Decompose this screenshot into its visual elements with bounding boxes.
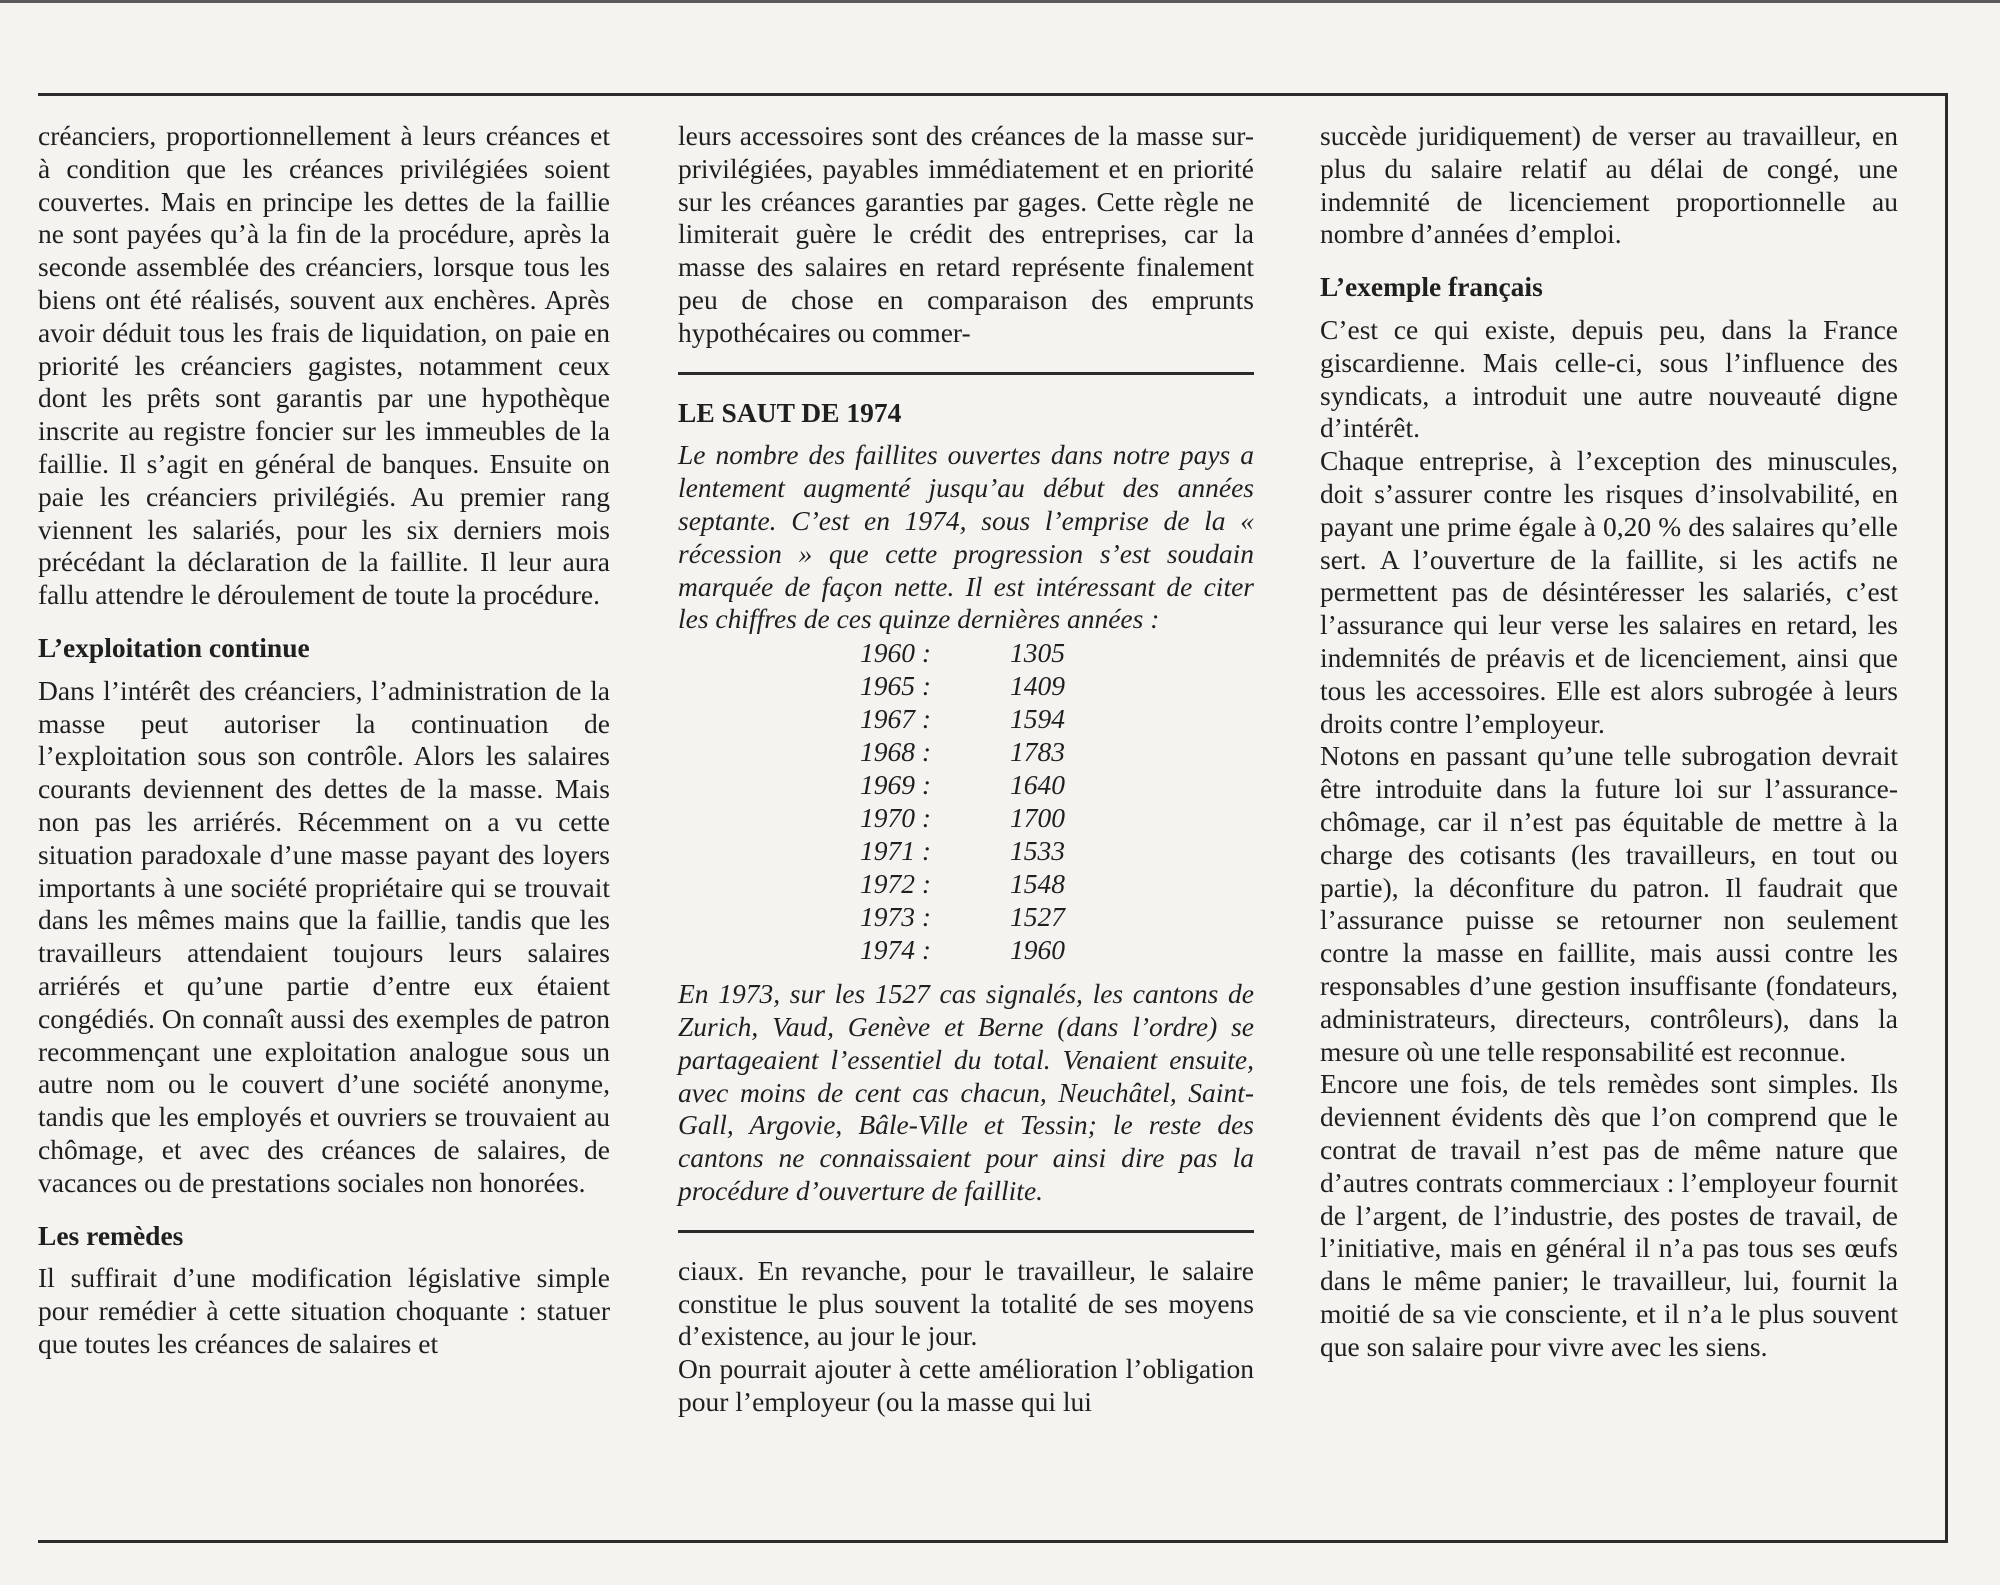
column-2 [678,120,1254,1419]
year-row [860,669,1254,702]
year-label: 1967 : [860,703,932,735]
year-label: 1960 : [860,637,932,669]
col1-paragraph-1: créanciers, proportionnellement à leurs créances et à condition que les créances privilégiées soient couvertes. Mais en principe les dettes de la faillie ne sont payées qu’à la fin de la procédure, après la seconde assemblée des créanciers, lorsque tous les biens ont été réalisés, souvent aux enchères. Après avoir déduit tous les frais de liquidation, on paie en priorité les créanciers gagistes, notamment ceux dont les prêts sont garantis par une hypothèque inscrite au registre foncier sur les immeubles de la faillie. Il s’agit en général de banques. Ensuite on paie les créanciers privilégiés. Au premier rang viennent les salariés, pour les six derniers mois précédant la déclaration de la faillite. Il leur aura fallu attendre le déroulement de toute la procédure. [38,120,610,611]
col3-paragraph-5: Encore une fois, de tels remèdes sont simples. Ils deviennent évidents dès que l’on comprend que le contrat de travail n’est pas de même nature que d’autres contrats commerciaux : l’employeur fournit de l’argent, de l’industrie, des postes de travail, de l’initiative, mais en général il n’a pas tous ses œufs dans le même panier; le travailleur, lui, fournit la moitié de sa vie consciente, et il n’a le plus souvent que son salaire pour vivre avec les siens. [1320,1068,1898,1362]
year-label: 1974 : [860,934,932,966]
col2-paragraph-2: ciaux. En revanche, pour le travailleur, le salaire constitue le plus souvent la totalité de ses moyens d’existence, au jour le jour. [678,1254,1254,1352]
bankruptcy-count: 1527 [1010,901,1065,933]
year-row [860,834,1254,867]
year-row [860,801,1254,834]
bankruptcy-count: 1700 [1010,802,1065,834]
col1-paragraph-2: Dans l’intérêt des créanciers, l’administration de la masse peut autoriser la continuation de l’exploitation sous son contrôle. Alors les salaires courants deviennent des dettes de la masse. Mais non pas les arriérés. Récemment on a vu cette situation paradoxale d’une masse payant des loyers importants à une société propriétaire qui se trouvait dans les mêmes mains que la faillie, tandis que les travailleurs attendaient toujours leurs salaires arriérés et qu’une partie d’entre eux étaient congédiés. On connaît aussi des exemples de patron recommençant une exploitation analogue sous un autre nom ou le couvert d’une société anonyme, tandis que les employés et ouvriers se trouvaient au chômage, et avec des créances de salaires, de vacances ou de prestations sociales non honorées. [38,674,610,1198]
bankruptcy-count: 1548 [1010,868,1065,900]
box-title: LE SAUT DE 1974 [678,396,902,428]
year-row [860,933,1254,966]
column-3 [1320,120,1898,1363]
top-rule [0,0,2000,3]
year-row [860,768,1254,801]
col3-paragraph-2: C’est ce qui existe, depuis peu, dans la France giscardienne. Mais celle-ci, sous l’influence des syndicats, a introduit une autre nouveauté digne d’intérêt. [1320,313,1898,444]
year-label: 1969 : [860,769,932,801]
bankruptcy-count: 1783 [1010,736,1065,768]
col3-paragraph-4: Notons en passant qu’une telle subrogation devrait être introduite dans la future loi sur l’assurance-chômage, car il n’est pas équitable de mettre à la charge des cotisants (les travailleurs, en tout ou partie), la déconfiture du patron. Il faudrait que l’assurance puisse se retourner non seulement contre la masse en faillite, mais aussi contre les responsables d’une gestion insuffisante (fondateurs, administrateurs, directeurs, contrôleurs), dans la mesure où une telle responsabilité est reconnue. [1320,740,1898,1067]
bankruptcy-years-table [860,636,1254,966]
col2-paragraph-3: On pourrait ajouter à cette amélioration l’obligation pour l’employeur (ou la masse qui lui [678,1353,1254,1417]
col2-paragraph-1: leurs accessoires sont des créances de la masse sur-privilégiées, payables immédiatement et en priorité sur les créances garanties par gages. Cette règle ne limiterait guère le crédit des entreprises, car la masse des salaires en retard représente finalement peu de chose en comparaison des emprunts hypothécaires ou commer- [678,120,1254,348]
bankruptcy-count: 1305 [1010,637,1065,669]
year-row [860,735,1254,768]
year-label: 1973 : [860,901,932,933]
box-bottom-rule [678,1230,1254,1233]
col3-paragraph-3: Chaque entreprise, à l’exception des minuscules, doit s’assurer contre les risques d’insolvabilité, en payant une prime égale à 0,20 % des salaires qu’elle sert. A l’ouverture de la faillite, si les actifs ne permettent pas de désintéresser les salariés, c’est l’assurance qui leur verse les salaires en retard, les indemnités de préavis et de licenciement, ainsi que tous les accessoires. Elle est alors subrogée à leurs droits contre l’employeur. [1320,445,1898,739]
heading-exemple-francais: L’exemple français [1320,271,1543,303]
year-label: 1971 : [860,835,932,867]
box-top-rule [678,372,1254,375]
year-label: 1972 : [860,868,932,900]
box-outro: En 1973, sur les 1527 cas signalés, les cantons de Zurich, Vaud, Genève et Berne (dans l’ordre) se partageaient l’essentiel du total. Venaient ensuite, avec moins de cent cas chacun, Neuchâtel, Saint-Gall, Argovie, Bâle-Ville et Tessin; le reste des cantons ne connaissaient pour ainsi dire pas la procédure d’ouverture de faillite. [678,978,1254,1206]
heading-les-remedes: Les remèdes [38,1219,184,1251]
bankruptcy-count: 1533 [1010,835,1065,867]
year-row [860,636,1254,669]
bankruptcy-count: 1960 [1010,934,1065,966]
bankruptcy-count: 1409 [1010,670,1065,702]
sidebar-box [678,397,1254,1208]
bankruptcy-count: 1594 [1010,703,1065,735]
year-row [860,867,1254,900]
box-intro: Le nombre des faillites ouvertes dans notre pays a lentement augmenté jusqu’au début des années septante. C’est en 1974, sous l’emprise de la « récession » que cette progression s’est soudain marquée de façon nette. Il est intéressant de citer les chiffres de ces quinze dernières années : [678,439,1254,635]
heading-exploitation-continue: L’exploitation continue [38,631,310,663]
column-1 [38,120,610,1361]
year-label: 1970 : [860,802,932,834]
year-row [860,900,1254,933]
year-row [860,702,1254,735]
year-label: 1965 : [860,670,932,702]
col1-paragraph-3: Il suffirait d’une modification législative simple pour remédier à cette situation choquante : statuer que toutes les créances de salaires et [38,1262,610,1359]
year-label: 1968 : [860,736,932,768]
col3-paragraph-1: succède juridiquement) de verser au travailleur, en plus du salaire relatif au délai de congé, une indemnité de licenciement proportionnelle au nombre d’années d’emploi. [1320,120,1898,250]
bankruptcy-count: 1640 [1010,769,1065,801]
